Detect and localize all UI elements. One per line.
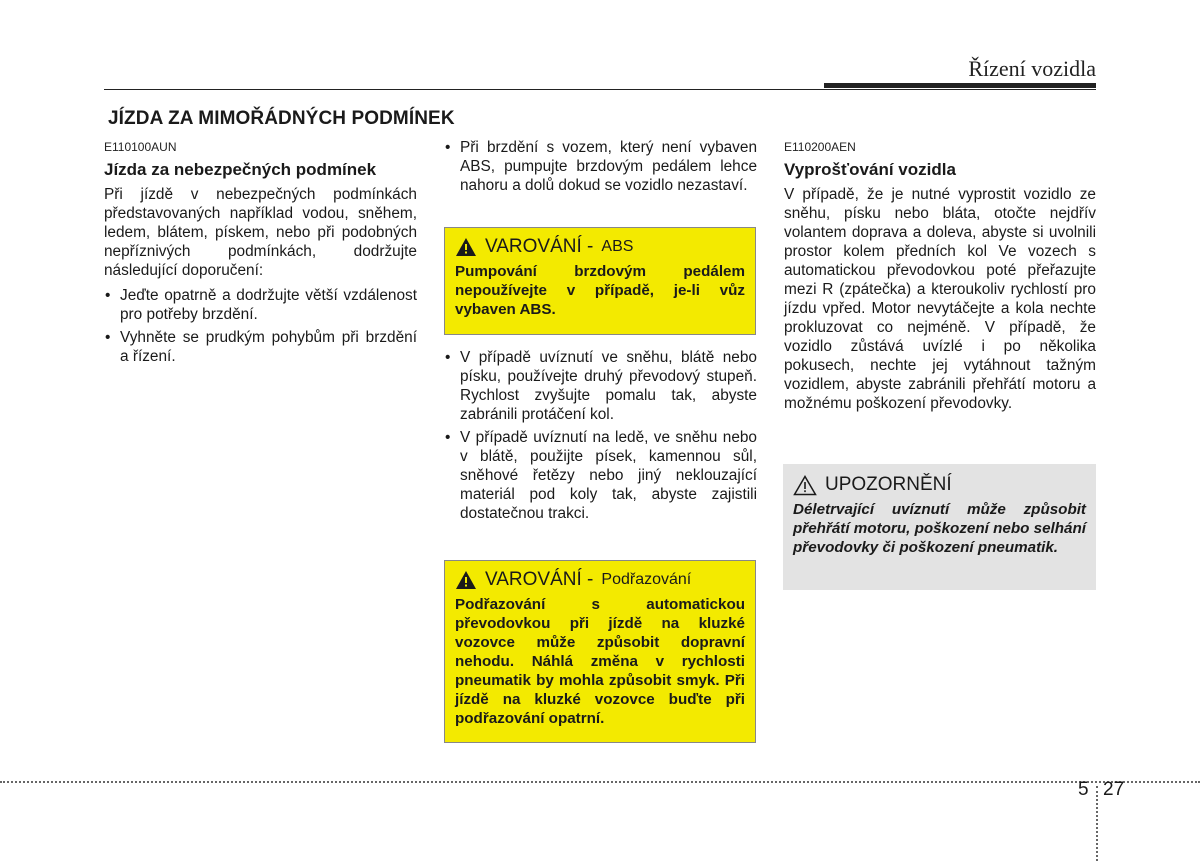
list-item: • V případě uvíznutí ve sněhu, blátě nebo písku, používejte druhý převodový stupeň. Rychlost zvyšujte pomalu tak, abyste zabránili protáčení kol. — [444, 348, 757, 424]
warning-body: Podřazování s automatickou převodovkou při jízdě na kluzké vozovce může způsobit dopravní nehodu. Náhlá změna v rychlosti pneumatik by mohla způsobit smyk. Při jízdě na kluzké vozovce buďte při podřazování opatrní. — [455, 596, 745, 727]
subsection-title: Vyprošťování vozidla — [784, 160, 956, 179]
header-rule-thin — [104, 89, 1096, 90]
bullet-list — [444, 348, 757, 523]
chapter-number: 5 — [1078, 779, 1089, 800]
list-item: • V případě uvíznutí na ledě, ve sněhu nebo v blátě, použijte písek, kamennou sůl, sněhové řetězy nebo jiný neklouzající materiál pod koly tak, abyste zajistili dostatečnou trakci. — [444, 428, 757, 523]
bullet-list — [104, 286, 417, 366]
caution-title: UPOZORNĚNÍ — [825, 474, 952, 495]
warning-body: Pumpování brzdovým pedálem nepoužívejte v případě, je-li vůz vybaven ABS. — [455, 263, 745, 318]
warning-header — [455, 569, 745, 591]
caution-triangle-icon — [793, 475, 817, 496]
page-number: 27 — [1103, 779, 1125, 800]
list-item: • Vyhněte se prudkým pohybům při brzdění a řízení. — [104, 328, 417, 366]
warning-triangle-icon — [455, 237, 477, 257]
subsection-title: Jízda za nebezpečných podmínek — [104, 160, 377, 179]
caution-body: Déletrvající uvíznutí může způsobit přehřátí motoru, poškození nebo selhání převodovky či poškození pneumatik. — [793, 501, 1086, 556]
column-right — [784, 140, 1096, 413]
warning-title: VAROVÁNÍ - — [485, 236, 594, 257]
warning-box-abs — [444, 227, 756, 335]
paragraph: Při jízdě v nebezpečných podmínkách představovaných například vodou, sněhem, ledem, blátem, pískem, nebo při podobných nepříznivých podmínkách, dodržujte následující doporučení: — [104, 186, 417, 279]
column-left — [104, 140, 417, 370]
warning-subtitle: Podřazování — [601, 571, 692, 588]
warning-triangle-icon — [455, 570, 477, 590]
footer-vertical-divider — [1096, 786, 1098, 861]
warning-box-downshift — [444, 560, 756, 743]
chapter-title: Řízení vozidla — [968, 56, 1096, 81]
warning-subtitle: ABS — [601, 238, 634, 255]
warning-header — [455, 236, 745, 258]
section-code: E110200AEN — [784, 140, 856, 154]
caution-header — [793, 474, 1086, 496]
list-item: • Při brzdění s vozem, který není vybaven ABS, pumpujte brzdovým pedálem lehce nahoru a dolů dokud se vozidlo nezastaví. — [444, 138, 757, 195]
section-title: JÍZDA ZA MIMOŘÁDNÝCH PODMÍNEK — [108, 108, 455, 129]
section-code: E110100AUN — [104, 140, 177, 154]
header-rule-thick — [824, 83, 1096, 88]
bullet-list — [444, 138, 757, 195]
caution-box — [783, 464, 1096, 590]
column-middle-lower — [444, 348, 757, 527]
footer-divider — [0, 781, 1200, 783]
paragraph: V případě, že je nutné vyprostit vozidlo ze sněhu, písku nebo bláta, otočte nejdřív volantem doprava a doleva, abyste si uvolnili prostor kolem předních kol Ve vozech s automatickou převodovkou poté přeřazujte mezi R (zpátečka) a kteroukoliv rychlostí pro jízdu vpřed. Motor nevytáčejte a kola nechte prokluzovat co nejméně. V případě, že vozidlo zůstává uvízlé i po několika pokusech, nechte jej vytáhnout tažným vozidlem, abyste zabránili přehřátí motoru a možnému poškození převodovky. — [784, 186, 1096, 412]
warning-title: VAROVÁNÍ - — [485, 569, 594, 590]
list-item: • Jeďte opatrně a dodržujte větší vzdálenost pro potřeby brzdění. — [104, 286, 417, 324]
column-middle — [444, 138, 757, 199]
